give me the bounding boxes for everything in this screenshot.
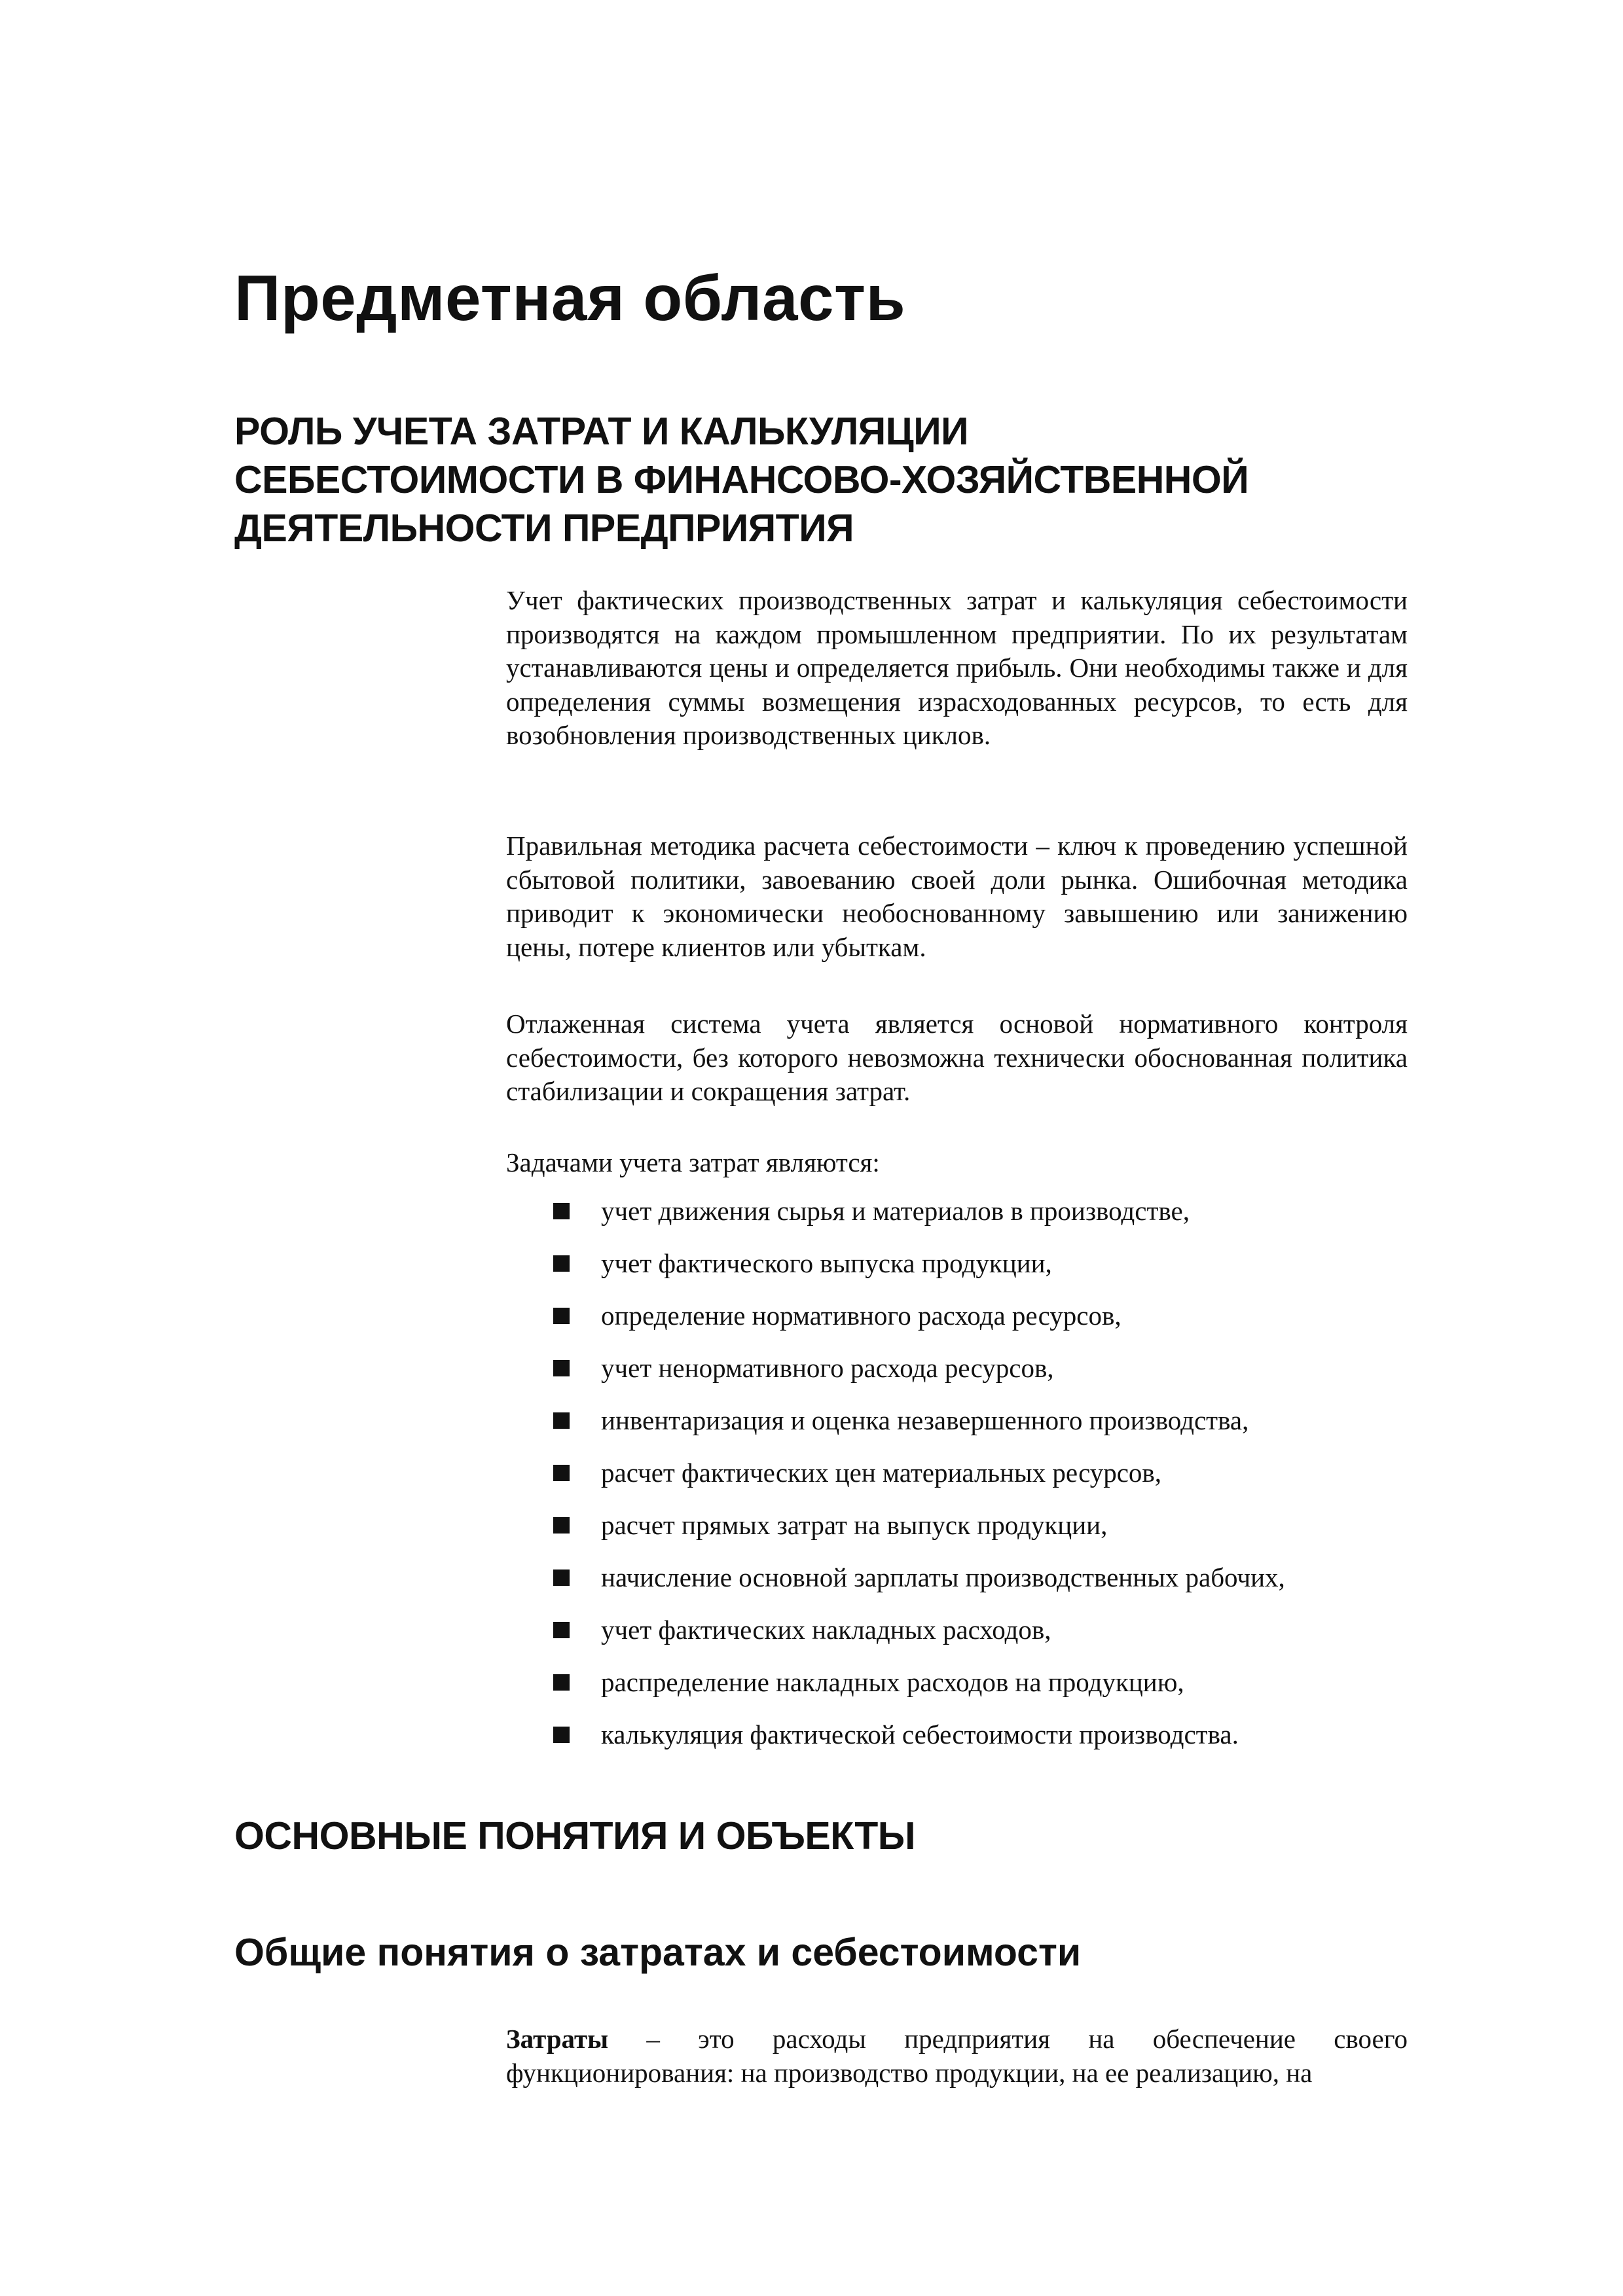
square-bullet-icon bbox=[553, 1674, 570, 1691]
list-item-text: учет движения сырья и материалов в производстве, bbox=[601, 1196, 1190, 1226]
list-item bbox=[553, 1507, 1411, 1560]
square-bullet-icon bbox=[553, 1517, 570, 1534]
square-bullet-icon bbox=[553, 1412, 570, 1429]
chapter-title: Предметная область bbox=[234, 262, 906, 334]
square-bullet-icon bbox=[553, 1308, 570, 1324]
square-bullet-icon bbox=[553, 1622, 570, 1638]
list-item bbox=[553, 1193, 1411, 1246]
list-item-text: учет фактических накладных расходов, bbox=[601, 1615, 1051, 1645]
paragraph-costing-method: Правильная методика расчета себестоимости – ключ к проведению успешной сбытовой политики, завоеванию своей доли рынка. Ошибочная методика приводит к экономически необоснованному завышению или занижению цены, потере клиентов или убыткам. bbox=[506, 831, 1408, 962]
list-item bbox=[553, 1717, 1411, 1769]
section-title-cost-accounting-role bbox=[234, 407, 1249, 552]
square-bullet-icon bbox=[553, 1570, 570, 1586]
list-item-text: начисление основной зарплаты производственных рабочих, bbox=[601, 1562, 1285, 1592]
list-item-text: инвентаризация и оценка незавершенного производства, bbox=[601, 1405, 1249, 1435]
section-title-line: СЕБЕСТОИМОСТИ В ФИНАНСОВО-ХОЗЯЙСТВЕННОЙ bbox=[234, 458, 1249, 501]
paragraph-accounting-system: Отлаженная система учета является основой нормативного контроля себестоимости, без которого невозможна технически обоснованная политика стабилизации и сокращения затрат. bbox=[506, 1009, 1408, 1106]
paragraph-costs-definition bbox=[506, 2022, 1408, 2090]
square-bullet-icon bbox=[553, 1465, 570, 1481]
section-title-basic-concepts: ОСНОВНЫЕ ПОНЯТИЯ И ОБЪЕКТЫ bbox=[234, 1814, 916, 1857]
list-item bbox=[553, 1664, 1411, 1717]
tasks-list bbox=[553, 1193, 1411, 1769]
square-bullet-icon bbox=[553, 1255, 570, 1272]
square-bullet-icon bbox=[553, 1203, 570, 1219]
list-item bbox=[553, 1403, 1411, 1455]
list-item-text: учет фактического выпуска продукции, bbox=[601, 1248, 1052, 1278]
section-title-line: РОЛЬ УЧЕТА ЗАТРАТ И КАЛЬКУЛЯЦИИ bbox=[234, 410, 969, 453]
subsection-title-costs: Общие понятия о затратах и себестоимости bbox=[234, 1931, 1082, 1974]
list-item-text: распределение накладных расходов на продукцию, bbox=[601, 1667, 1184, 1697]
square-bullet-icon bbox=[553, 1360, 570, 1376]
list-item-text: расчет фактических цен материальных ресурсов, bbox=[601, 1458, 1162, 1488]
definition-term: Затраты bbox=[506, 2024, 609, 2054]
definition-text: – это расходы предприятия на обеспечение своего функционирования: на производство продукции, на ее реализацию, на bbox=[506, 2024, 1408, 2088]
list-item bbox=[553, 1612, 1411, 1664]
tasks-intro: Задачами учета затрат являются: bbox=[506, 1147, 880, 1177]
section-title-line: ДЕЯТЕЛЬНОСТИ ПРЕДПРИЯТИЯ bbox=[234, 507, 854, 550]
list-item-text: учет ненормативного расхода ресурсов, bbox=[601, 1353, 1054, 1383]
list-item bbox=[553, 1560, 1411, 1612]
list-item bbox=[553, 1455, 1411, 1507]
list-item-text: определение нормативного расхода ресурсов, bbox=[601, 1300, 1122, 1331]
list-item-text: калькуляция фактической себестоимости производства. bbox=[601, 1719, 1239, 1749]
list-item-text: расчет прямых затрат на выпуск продукции, bbox=[601, 1510, 1108, 1540]
list-item bbox=[553, 1350, 1411, 1403]
list-item bbox=[553, 1246, 1411, 1298]
square-bullet-icon bbox=[553, 1727, 570, 1743]
list-item bbox=[553, 1298, 1411, 1350]
paragraph-cost-accounting-intro: Учет фактических производственных затрат и калькуляция себестоимости производятся на каждом промышленном предприятии. По их результатам устанавливаются цены и определяется прибыль. Они необходимы также и для определения суммы возмещения израсходованных ресурсов, то есть для возобновления производственных циклов. bbox=[506, 585, 1408, 750]
